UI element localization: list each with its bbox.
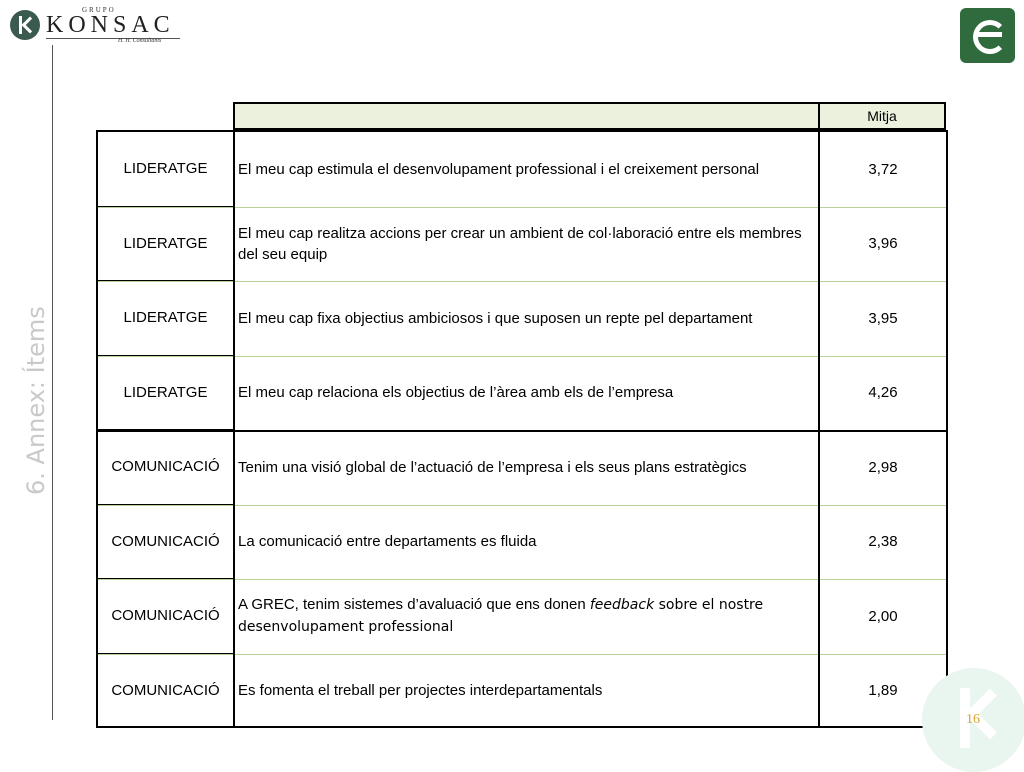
page-number: 16	[966, 712, 980, 727]
item-cell	[238, 579, 813, 654]
table-row	[98, 356, 946, 433]
value-cell: 3,72	[868, 160, 898, 178]
logo-brand-text: KONSAC	[46, 12, 175, 38]
table-row	[98, 207, 946, 283]
item-cell: La comunicació entre departaments es fluida	[238, 533, 537, 551]
value-cell: 3,95	[868, 309, 898, 327]
category-cell: LIDERATGE	[98, 207, 233, 282]
item-cell: El meu cap fixa objectius ambiciosos i que suposen un repte pel departament	[238, 309, 753, 327]
category-cell: COMUNICACIÓ	[111, 682, 220, 700]
value-cell: 2,98	[868, 458, 898, 476]
table-row	[98, 654, 946, 729]
category-cell: COMUNICACIÓ	[98, 579, 233, 654]
table-row	[98, 430, 946, 506]
item-cell: El meu cap realitza accions per crear un ambient de col·laboració entre els membres del seu equip	[238, 224, 802, 263]
value-cell: 1,89	[868, 682, 898, 700]
table-row	[98, 579, 946, 655]
value-cell: 2,00	[868, 607, 898, 625]
category-cell: LIDERATGE	[98, 281, 233, 356]
item-cell: El meu cap estimula el desenvolupament professional i el creixement personal	[238, 160, 760, 178]
items-table	[96, 102, 948, 728]
table-body	[96, 130, 948, 728]
vertical-divider	[52, 45, 53, 720]
item-text-italic: feedback	[589, 597, 655, 614]
table-header-item	[233, 102, 818, 130]
category-cell: LIDERATGE	[98, 356, 233, 431]
section-title: 6. Annex: Ítems	[22, 306, 50, 495]
logo-group-text: GRUPO	[82, 6, 116, 14]
item-text-part1: A GREC, tenim sistemes d’avaluació que ens donen	[238, 596, 590, 614]
item-cell: Es fomenta el treball per projectes interdepartamentals	[238, 682, 603, 700]
item-text-part2: sobre el nostre desenvolupament professional	[238, 597, 764, 636]
e-logo-icon	[960, 8, 1015, 63]
category-cell: COMUNICACIÓ	[98, 430, 233, 505]
item-cell: El meu cap relaciona els objectius de l’àrea amb els de l’empresa	[238, 384, 674, 402]
konsac-logo	[8, 6, 178, 46]
logo-tagline: H. H. Consultants	[118, 38, 162, 44]
value-cell: 4,26	[868, 384, 898, 402]
value-cell: 3,96	[868, 235, 898, 253]
table-row	[98, 281, 946, 357]
table-row	[98, 505, 946, 581]
table-row	[98, 132, 946, 208]
value-cell: 2,38	[868, 533, 898, 551]
category-cell: LIDERATGE	[98, 132, 233, 207]
category-cell: COMUNICACIÓ	[98, 505, 233, 580]
item-cell: Tenim una visió global de l’actuació de l’empresa i els seus plans estratègics	[238, 458, 747, 476]
table-header-mitja: Mitja	[818, 102, 946, 130]
k-logo-icon	[10, 10, 40, 40]
